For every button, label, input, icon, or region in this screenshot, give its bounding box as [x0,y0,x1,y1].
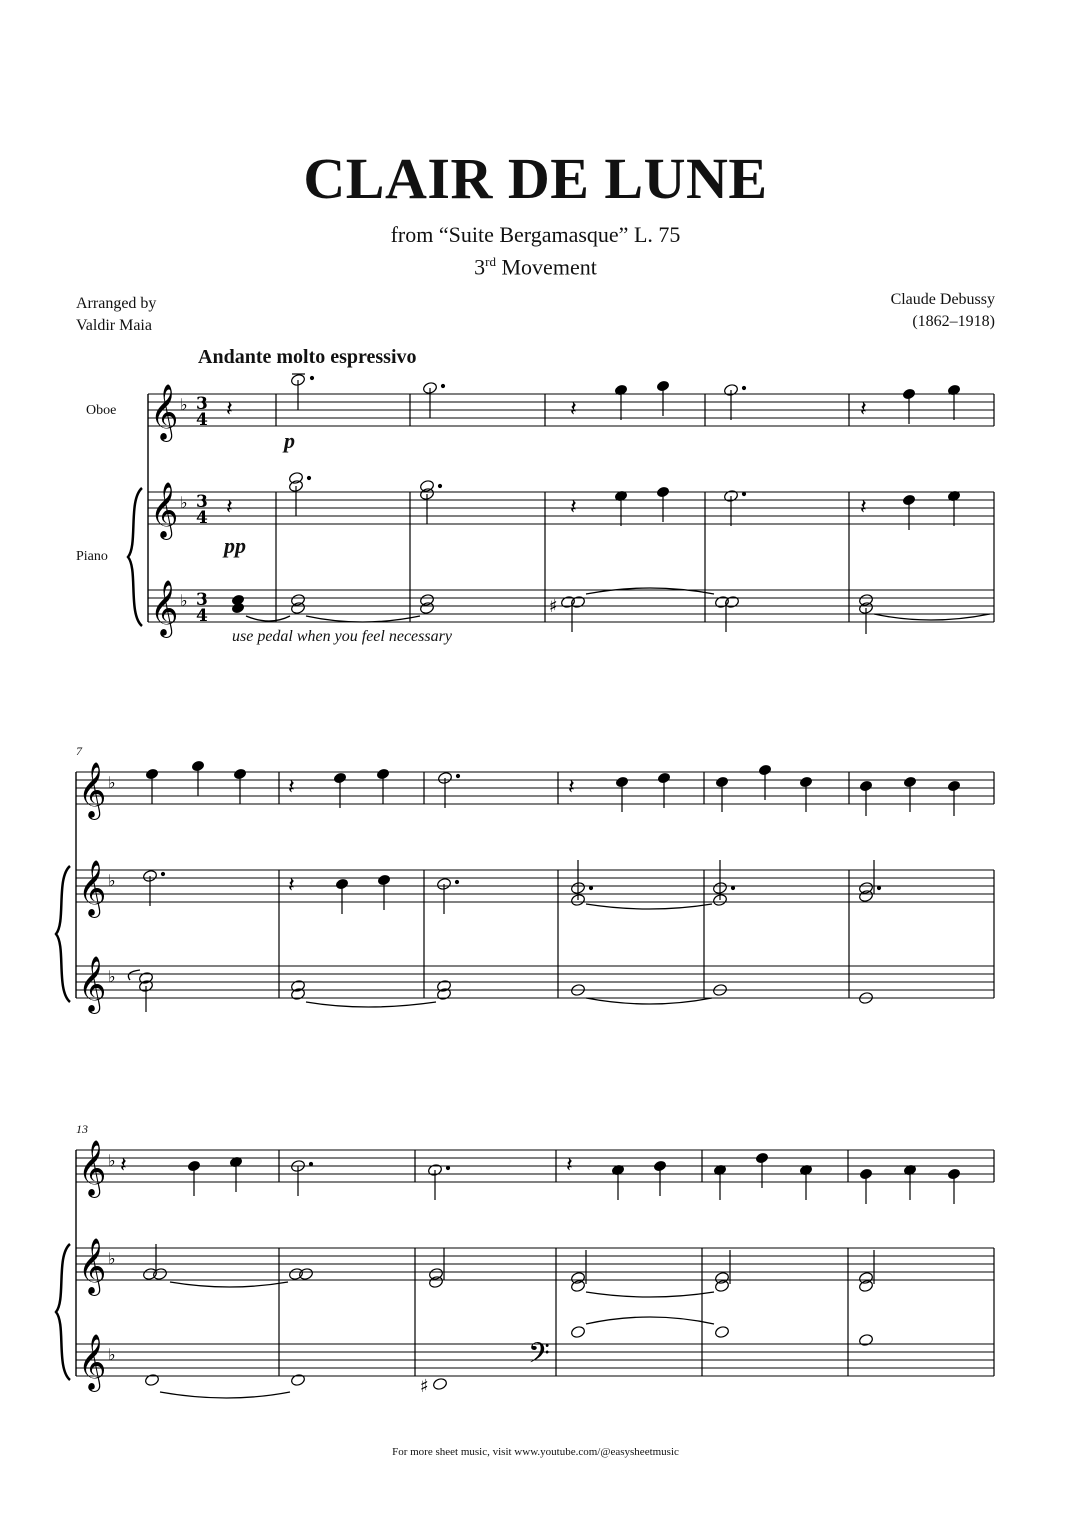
instrument-label-piano: Piano [76,549,108,564]
svg-text:𝄽: 𝄽 [570,495,577,520]
treble-clef-icon: 𝄞 [150,482,179,538]
svg-text:3: 3 [196,590,208,610]
treble-clef-icon: 𝄞 [78,1334,107,1390]
svg-text:𝄽: 𝄽 [226,495,233,520]
svg-text:𝄽: 𝄽 [570,397,577,422]
treble-clef-icon: 𝄞 [78,1238,107,1294]
arranger-label: Arranged by [76,295,157,312]
instrument-label-oboe: Oboe [86,403,117,418]
score-subtitle: from “Suite Bergamasque” L. 75 [390,222,681,247]
treble-clef-icon: 𝄞 [78,762,107,818]
sharp-icon: ♯ [420,1376,429,1397]
measure-number-13: 13 [76,1122,88,1136]
svg-text:𝄽: 𝄽 [226,397,233,422]
svg-text:𝄽: 𝄽 [568,775,575,800]
svg-text:𝄽: 𝄽 [860,495,867,520]
treble-clef-icon: 𝄞 [78,956,107,1012]
svg-text:𝄽: 𝄽 [566,1153,573,1178]
flat-icon: ♭ [180,591,188,610]
flat-icon: ♭ [108,1249,116,1268]
staff-oboe-2 [76,772,994,804]
svg-text:𝄽: 𝄽 [288,873,295,898]
movement-number: 3 [474,254,486,280]
score-title: CLAIR DE LUNE [303,146,768,211]
tempo-marking: Andante molto espressivo [198,346,417,368]
flat-icon: ♭ [108,967,116,986]
dynamic-piano: pp [224,533,246,558]
svg-text:𝄽: 𝄽 [288,775,295,800]
staff-piano-rh-3 [76,1248,994,1280]
flat-icon: ♭ [180,493,188,512]
flat-icon: ♭ [108,871,116,890]
treble-clef-icon: 𝄞 [150,580,179,636]
svg-text:4: 4 [196,606,208,626]
movement-ordinal: rd [485,254,496,269]
bass-clef-icon: 𝄢 [528,1337,550,1377]
svg-text:3: 3 [196,394,208,414]
movement-word: Movement [501,254,597,280]
svg-text:3: 3 [196,492,208,512]
flat-icon: ♭ [180,395,188,414]
staff-piano-lh-2 [76,966,994,998]
flat-icon: ♭ [108,773,116,792]
pedal-instruction: use pedal when you feel necessary [232,628,452,645]
footer-note: For more sheet music, visit www.youtube.com/@easysheetmusic [392,1446,679,1458]
dynamic-oboe: p [284,428,295,453]
measure-number-7: 7 [76,744,82,758]
treble-clef-icon: 𝄞 [78,860,107,916]
svg-text:𝄽: 𝄽 [860,397,867,422]
flat-icon: ♭ [108,1151,116,1170]
staff-oboe-3 [76,1150,994,1182]
sharp-icon: ♯ [549,596,558,617]
arranger-name: Valdir Maia [76,317,152,334]
svg-text:4: 4 [196,410,208,430]
svg-text:𝄽: 𝄽 [120,1153,127,1178]
svg-text:4: 4 [196,508,208,528]
treble-clef-icon: 𝄞 [150,384,179,440]
flat-icon: ♭ [108,1345,116,1364]
composer-name: Claude Debussy [890,291,995,308]
composer-dates: (1862–1918) [912,313,995,330]
treble-clef-icon: 𝄞 [78,1140,107,1196]
staff-piano-rh-2 [76,870,994,902]
